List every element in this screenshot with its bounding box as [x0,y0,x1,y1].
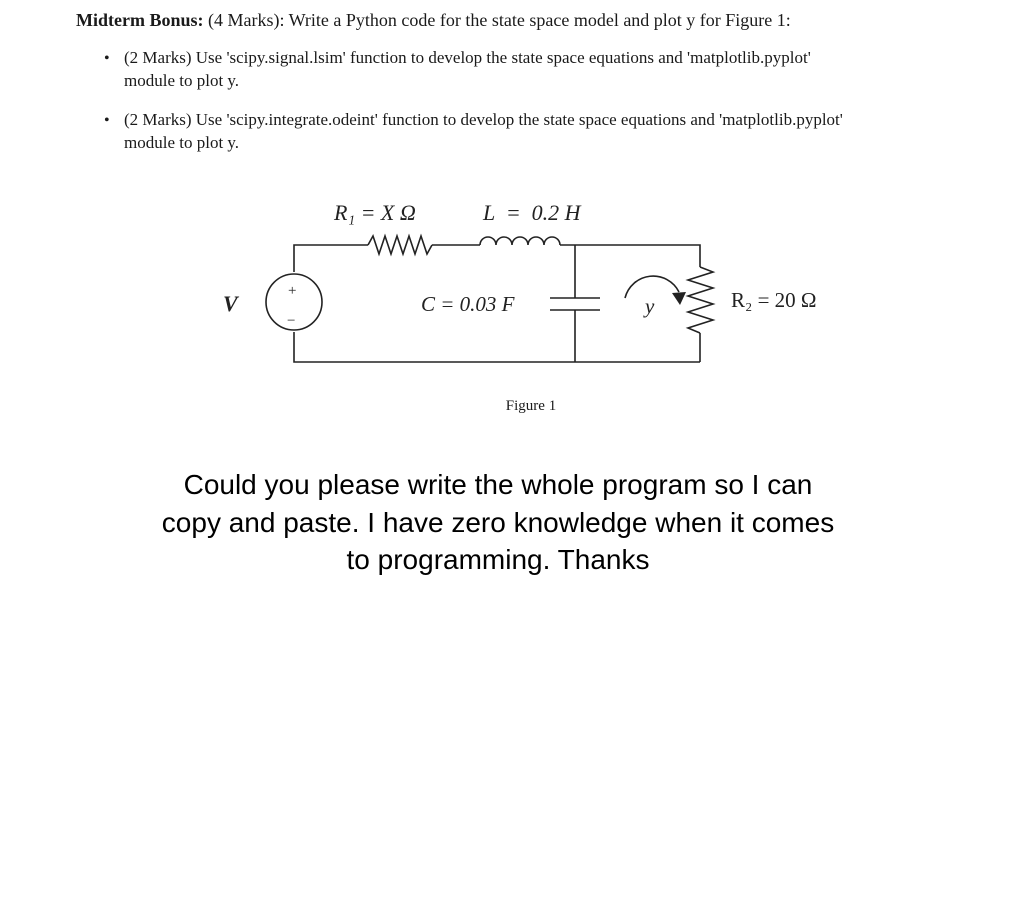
task-line: module to plot y. [124,71,240,90]
heading-text: (4 Marks): Write a Python code for the state space model and plot y for Figure 1: [208,10,791,30]
wire-bottom [294,332,700,362]
resistor-r1-icon [368,236,432,254]
r2-label: R₂ = 20 Ω [731,288,817,312]
figure-caption: Figure 1 [505,398,557,414]
task-line: module to plot y. [124,133,240,152]
task-item-lsim [104,46,1009,92]
source-label: V [223,291,238,316]
wire-top-right [560,245,700,267]
minus-sign: − [287,313,296,329]
problem-heading [76,8,996,32]
inductor-label: L = 0.2 H [483,200,581,225]
heading-bold: Midterm Bonus: [76,10,204,30]
plus-sign: + [288,283,297,299]
capacitor-label: C = 0.03 F [421,292,515,316]
current-label: y [645,294,655,318]
bullet-dot-icon: • [104,112,110,129]
r1-label: R₁ = X Ω [334,200,416,225]
resistor-r2-icon [688,267,713,333]
bullet-dot-icon: • [104,50,110,67]
inductor-icon [480,237,560,245]
task-line: (2 Marks) Use 'scipy.signal.lsim' function to develop the state space equations and 'matplotlib.pyplot' [124,48,811,67]
circuit-diagram [0,180,1016,395]
request-text: Could you please write the whole program so I can copy and paste. I have zero knowledge when it comes to programming. Thanks [161,469,835,575]
task-line: (2 Marks) Use 'scipy.integrate.odeint' function to develop the state space equations and 'matplotlib.pyplot' [124,110,843,129]
arrowhead-icon [672,292,686,305]
wire-top-left [294,245,368,272]
task-item-odeint [104,108,1009,154]
task-list [104,46,1009,170]
